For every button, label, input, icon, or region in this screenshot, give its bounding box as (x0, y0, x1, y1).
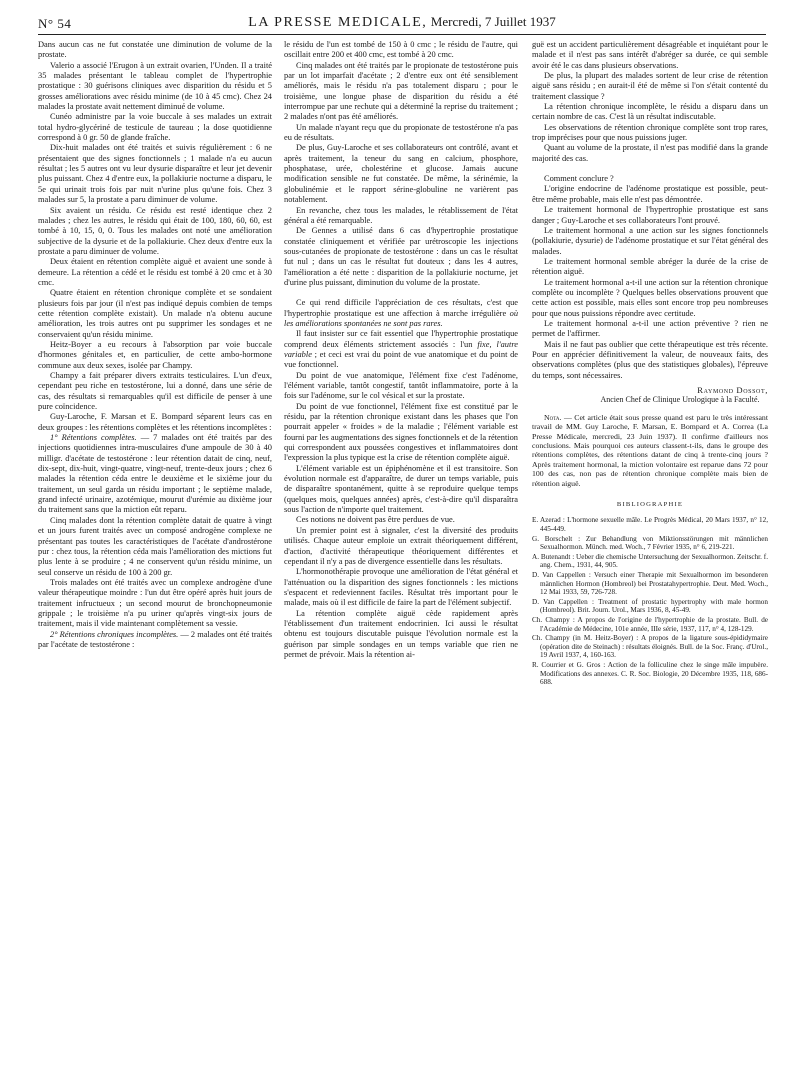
paragraph: L'hormonothérapie provoque une amélioration de l'état général et l'atténuation ou la disparition des signes fonctionnels : les mictions s'espacent et redeviennent faciles. Résultat très important pour le malade, mais où il est difficile de faire la part de l'élément subjectif. (284, 567, 518, 608)
paragraph: De plus, la plupart des malades sortent de leur crise de rétention aiguë sans résidu ; en aurait-il été de même si l'on s'était contenté du traitement classique ? (532, 71, 768, 101)
paragraph: Cinq malades ont été traités par le propionate de testostérone puis par un lot imparfait d'acétate ; 2 d'entre eux ont été sensiblement améliorés, mais le résidu n'a pas totalement disparu ; pour le troisième, une longue phase de disparition du résidu a été interrompue par une rechute qui a déterminé la reprise du traitement ; 2 malades n'ont pas été améliorés. (284, 60, 518, 122)
paragraph: Cunéo administre par la voie buccale à ses malades un extrait total hydro-glycériné de testicule de taureau ; la dose quotidienne correspond à 0 gr. 50 de glande fraîche. (38, 112, 272, 143)
bibliography-entry: Ch. Champy : A propos de l'origine de l'hypertrophie de la prostate. Bull. de l'Académie de Médecine, 101e année, IIIe série, 1937, 117, n° 4, 128-129. (532, 615, 768, 633)
editorial-note (532, 413, 768, 488)
paragraph: Ces notions ne doivent pas être perdues de vue. (296, 515, 455, 525)
paragraph (38, 630, 272, 651)
paragraph: Du point de vue fonctionnel, l'élément fixe est constitué par le résidu, par la rétention chronique existant dans les phases que l'on pourrait appeler « froides » de la maladie ; l'élément variable est fourni par les augmentations des signes fonctionnels et de la rétention qui correspondent aux poussées congestives et inflammatoires dont l'expression la plus typique est la crise de rétention complète aiguë. (284, 401, 518, 463)
paragraph: Le traitement hormonal a une action sur les signes fonctionnels (pollakiurie, dysurie) de l'adénome prostatique et sur l'état général des malades. (532, 225, 768, 256)
subheading: 1° Rétentions complètes. (50, 433, 137, 443)
paragraph: Deux étaient en rétention complète aiguë et avaient une sonde à demeure. La rétention a cédé et le résidu est tombé à 20 cmc et à 30 cmc. (38, 257, 272, 287)
column-1 (38, 40, 272, 1072)
bibliography-entry: Ch. Champy (in M. Heitz-Boyer) : A propos de la ligature sous-épididymaire (opération dite de Steinach) : résultats éloignés. Bull. de la Soc. Franç. d'Urol., 19 Avril 1937, 4, 160-163. (532, 634, 768, 660)
paragraph: Le traitement hormonal a-t-il une action sur la rétention chronique complète ou incomplète ? Quelques belles observations prouvent que cette action est possible, mais elles sont encore trop peu nombreuses pour que nous puissions répondre avec certitude. (532, 277, 768, 318)
paragraph: L'élément variable est un épiphénomène et il est transitoire. Son évolution normale est d'apparaître, de durer un temps variable, puis de disparaître spontanément, quitte à se reproduire quelque temps (quelques mois, quelques années) après, c'est-à-dire qu'il disparaîtra sous l'action de n'importe quel traitement. (284, 463, 518, 515)
paragraph: De Gennes a utilisé dans 6 cas d'hypertrophie prostatique constatée cliniquement et vérifiée par urétroscopie les injections sous-cutanées de propionate de testostérone : dans un cas le résultat fut nul ; dans un cas le résultat fut douteux ; dans les 4 autres, l'amélioration a été nette : disparition de la pollakiurie nocturne, jet d'urine plus puissant, diminution du volume de la prostate. (284, 226, 518, 287)
bibliography-heading: BIBLIOGRAPHIE (616, 501, 684, 509)
paragraph: L'origine endocrine de l'adénome prostatique est possible, peut-être même probable, mais elle n'est pas démontrée. (532, 184, 768, 204)
paragraph: Quant au volume de la prostate, il n'est pas modifié dans la grande majorité des cas. (532, 143, 768, 163)
paragraph (284, 298, 518, 329)
note-text: — Cet article était sous presse quand est paru le très intéressant travail de MM. Guy Laroche, F. Marsan, E. Bompard et A. Correa (La Presse Médicale, mercredi, 23 Juin 1937). Il confirme d'ailleurs nos conclusions. Mais pourquoi ces auteurs classent-t-ils, dans le groupe des rétentions complètes, des rétentions datant de cinq à trente-cinq jours ? Après traitement hormonal, la miction volontaire est reparue dans 72 pour 100 des cas, non pas de rétention chronique complète mais bien de rétention aiguë. (532, 412, 768, 488)
paragraph: Le traitement hormonal a-t-il une action préventive ? rien ne permet de l'affirmer. (532, 318, 768, 339)
bibliography-entry: E. Azerad : L'hormone sexuelle mâle. Le Progrès Médical, 20 Mars 1937, n° 12, 445-449. (532, 516, 768, 534)
bibliography-entry: D. Van Cappellen : Versuch einer Therapie mit Sexualhormon im besonderen männlichen Hormon (Hombreol) bei Prostatahypertrophie. Deut. Med. Woch., 12 Mai 1933, 59, 726-728. (532, 571, 768, 597)
page-header (38, 14, 766, 36)
journal-title: LA PRESSE MEDICALE, (248, 15, 428, 30)
emphasis: fixe, l'autre variable (284, 339, 518, 359)
paragraph: Le traitement hormonal de l'hypertrophie prostatique est sans danger ; Guy-Laroche et ses collaborateurs l'ont prouvé. (532, 205, 768, 225)
paragraph: Six avaient un résidu. Ce résidu est resté identique chez 2 malades ; chez les autres, le résidu qui était de 100, 180, 60, 60, est tombé à 10, 15, 0, 0. Tous les malades ont noté une amélioration subjective de la dysurie et de la pollakiurie. Chez deux d'entre eux la prostate a paru diminuer de volume. (38, 205, 272, 256)
column-2 (284, 40, 518, 1072)
paragraph: Un premier point est à signaler, c'est la diversité des produits utilisés. Chaque auteur emploie un extrait théoriquement différent, d'action, d'activité thérapeutique théoriquement différentes et cependant il n'y a pas de divergence essentielle dans les résultats. (284, 525, 518, 566)
subheading: 2° Rétentions chroniques incomplètes. (50, 629, 179, 639)
paragraph-text: — 7 malades ont été traités par des injections quotidiennes intra-musculaires d'une ampoule de 30 à 40 milligr. d'acétate de testostérone : leur rétention datait de cinq, neuf, dix-sept, dix-huit, vingt-quatre, vingt-neuf, trente-deux jours ; chez 6 malades la rétention céda entre le deuxième et le sixième jour du traitement, un seul garda un résidu important ; le septième malade, grand infecté urinaire, azotémique, mourut d'urémie au dixième jour du traitement sans que la miction eût reparu. (38, 433, 272, 515)
paragraph: De plus, Guy-Laroche et ses collaborateurs ont contrôlé, avant et après traitement, la teneur du sang en calcium, phosphore, phosphatase, urée, cholestérine et glucose. Jamais aucune modification sensible ne fut constatée. De même, la sérinémie, la globulinémie et le rapport sérine-globuline ne varièrent pas notablement. (284, 143, 518, 205)
paragraph: Quatre étaient en rétention chronique complète et se sondaient plusieurs fois par jour (il n'est pas indiqué depuis combien de temps cette rétention complète existait). Un malade n'a obtenu aucune amélioration, les trois autres ont pu supprimer les sondages et ne conservaient qu'un résidu minime. (38, 288, 272, 339)
paragraph (284, 329, 518, 370)
paragraph: guë est un accident particulièrement désagréable et inquiétant pour le malade et il n'est pas sans intérêt d'abréger sa durée, ce qui semble avoir été le cas dans plusieurs observations. (532, 40, 768, 70)
author-title: Ancien Chef de Clinique Urologique à la Faculté. (600, 395, 760, 405)
masthead (38, 14, 766, 31)
paragraph: La rétention chronique incomplète, le résidu a disparu dans un certain nombre de cas. C'est là un résultat indiscutable. (532, 102, 768, 122)
paragraph-text: — 2 malades ont été traités par l'acétate de testostérone : (38, 629, 272, 649)
paragraph (38, 433, 272, 516)
paragraph: Comment conclure ? (544, 174, 614, 184)
bibliography-list (532, 516, 768, 686)
header-rule (38, 34, 766, 35)
paragraph: Dix-huit malades ont été traités et suivis régulièrement : 6 ne présentaient que des signes fonctionnels ; 1 malade n'a eu aucun résultat ; les 5 autres ont vu leur dysurie disparaître et leur jet devenir plus puissant. Chez 4 d'entre eux, la pollakiurie nocturne a disparu, le 5e qui urinait trois fois par nuit n'urine plus qu'une fois. Chez 3 malades sur 5, la prostate a paru diminuer de volume. (38, 143, 272, 205)
paragraph-text: Il faut insister sur ce fait essentiel que l'hypertrophie prostatique comprend deux éléments strictement associés : l'un (284, 329, 518, 349)
bibliography-entry: R. Courrier et G. Gros : Action de la folliculine chez le singe mâle impubère. Modifications des annexes. C. R. Soc. Biologie, 20 Décembre 1935, 118, 686-688. (532, 660, 768, 687)
paragraph: Heitz-Boyer a eu recours à l'absorption par voie buccale d'hormones génitales et, en particulier, de cette ambo-hormone commune aux deux sexes, isolée par Champy. (38, 339, 272, 370)
paragraph: La rétention complète aiguë cède rapidement après l'établissement d'un traitement endocrinien. Ici aussi le résultat obtenu est toujours discutable puisque l'évolution normale est la guérison par simple sondages en un temps variable que rien ne permet de prévoir. Mais la rétention ai- (284, 608, 518, 659)
author-name: Raymond Dossot, (697, 385, 768, 395)
paragraph: Guy-Laroche, F. Marsan et E. Bompard séparent leurs cas en deux groupes : les rétentions complètes et les rétentions incomplètes : (38, 412, 272, 432)
paragraph: le résidu de l'un est tombé de 150 à 0 cmc ; le résidu de l'autre, qui oscillait entre 200 et 400 cmc, est tombé à 20 cmc. (284, 40, 518, 60)
paragraph: Du point de vue anatomique, l'élément fixe c'est l'adénome, l'élément variable, tantôt congestif, tantôt inflammatoire, porte à la fois sur l'adénome, sur le col vésical et sur la prostate. (284, 370, 518, 401)
bibliography-entry: G. Borschelt : Zur Behandlung von Miktionsstörungen mit männlichen Sexualhormon. Münch. med. Woch., 7 Février 1935, n° 6, 219-221. (532, 534, 768, 552)
bibliography-entry: A. Butenandt : Ueber die chemische Untersuchung der Sexualhormon. Zeitschr. f. ang. Chem., 1931, 44, 905. (532, 552, 768, 570)
paragraph: Dans aucun cas ne fut constatée une diminution de volume de la prostate. (38, 40, 272, 60)
author-signature (532, 385, 768, 405)
paragraph: Trois malades ont été traités avec un complexe androgène d'une valeur thérapeutique moindre : l'un dut être opéré après huit jours de traitement infructueux ; un second mourut de bronchopneumonie grippale ; le troisième n'a pu uriner qu'après vingt-six jours de traitement, mais il vide maintenant complètement sa vessie. (38, 577, 272, 629)
note-label: Nota. (544, 412, 562, 422)
paragraph: En revanche, chez tous les malades, le rétablissement de l'état général a été remarquable. (284, 205, 518, 225)
issue-date: Mercredi, 7 Juillet 1937 (430, 14, 556, 29)
page-number: N° 54 (38, 16, 72, 31)
paragraph: Un malade n'ayant reçu que du propionate de testostérone n'a pas eu de résultats. (284, 122, 518, 143)
paragraph: Cinq malades dont la rétention complète datait de quatre à vingt et un jours furent traités avec un composé androgène complexe ne présentant pas toutes les caractéristiques de l'acétate d'androstérone pur : chez tous, la rétention céda mais l'amélioration des mictions fut plus lente à se produire ; 4 ne conservent qu'un résidu minime, un seul conserve un résidu de 100 à 200 gr. (38, 515, 272, 577)
emphasis: où les améliorations spontanées ne sont pas rares. (284, 308, 518, 328)
paragraph: Champy a fait préparer divers extraits testiculaires. L'un d'eux, cependant peu riche en testostérone, lui a donné, dans une série de cas, des résultats si remarquables qu'il est difficile de penser à une pure coïncidence. (38, 371, 272, 412)
paragraph: Les observations de rétention chronique complète sont trop rares, trop imprécises pour que nous puissions juger. (532, 122, 768, 143)
paragraph: Mais il ne faut pas oublier que cette thérapeutique est très récente. Pour en apprécier définitivement la valeur, de nouveaux faits, des observations complètes (plus que des statistiques globales), l'épreuve du temps, sont nécessaires. (532, 339, 768, 380)
column-3 (532, 40, 768, 1072)
bibliography-entry: D. Van Cappellen : Treatment of prostatic hypertrophy with male hormon (Hombreol). Brit. Journ. Urol., Mars 1936, 8, 45-49. (532, 597, 768, 615)
paragraph-text: ; et ceci est vrai du point de vue anatomique et du point de vue fonctionnel. (284, 349, 518, 370)
paragraph: Valerio a associé l'Erugon à un extrait ovarien, l'Unden. Il a traité 35 malades présentant le tableau complet de l'hypertrophie prostatique : 30 guérisons cliniques avec disparition du résidu et 5 grosses améliorations avec résidu minime (de 10 à 45 cmc). Chez 24 malades la prostate avait nettement diminué de volume. (38, 60, 272, 112)
paragraph-text: Ce qui rend difficile l'appréciation de ces résultats, c'est que l'hypertrophie prostatique est une affection à marche irrégulière (284, 298, 518, 318)
paragraph: Le traitement hormonal semble abréger la durée de la crise de rétention aiguë. (532, 256, 768, 277)
